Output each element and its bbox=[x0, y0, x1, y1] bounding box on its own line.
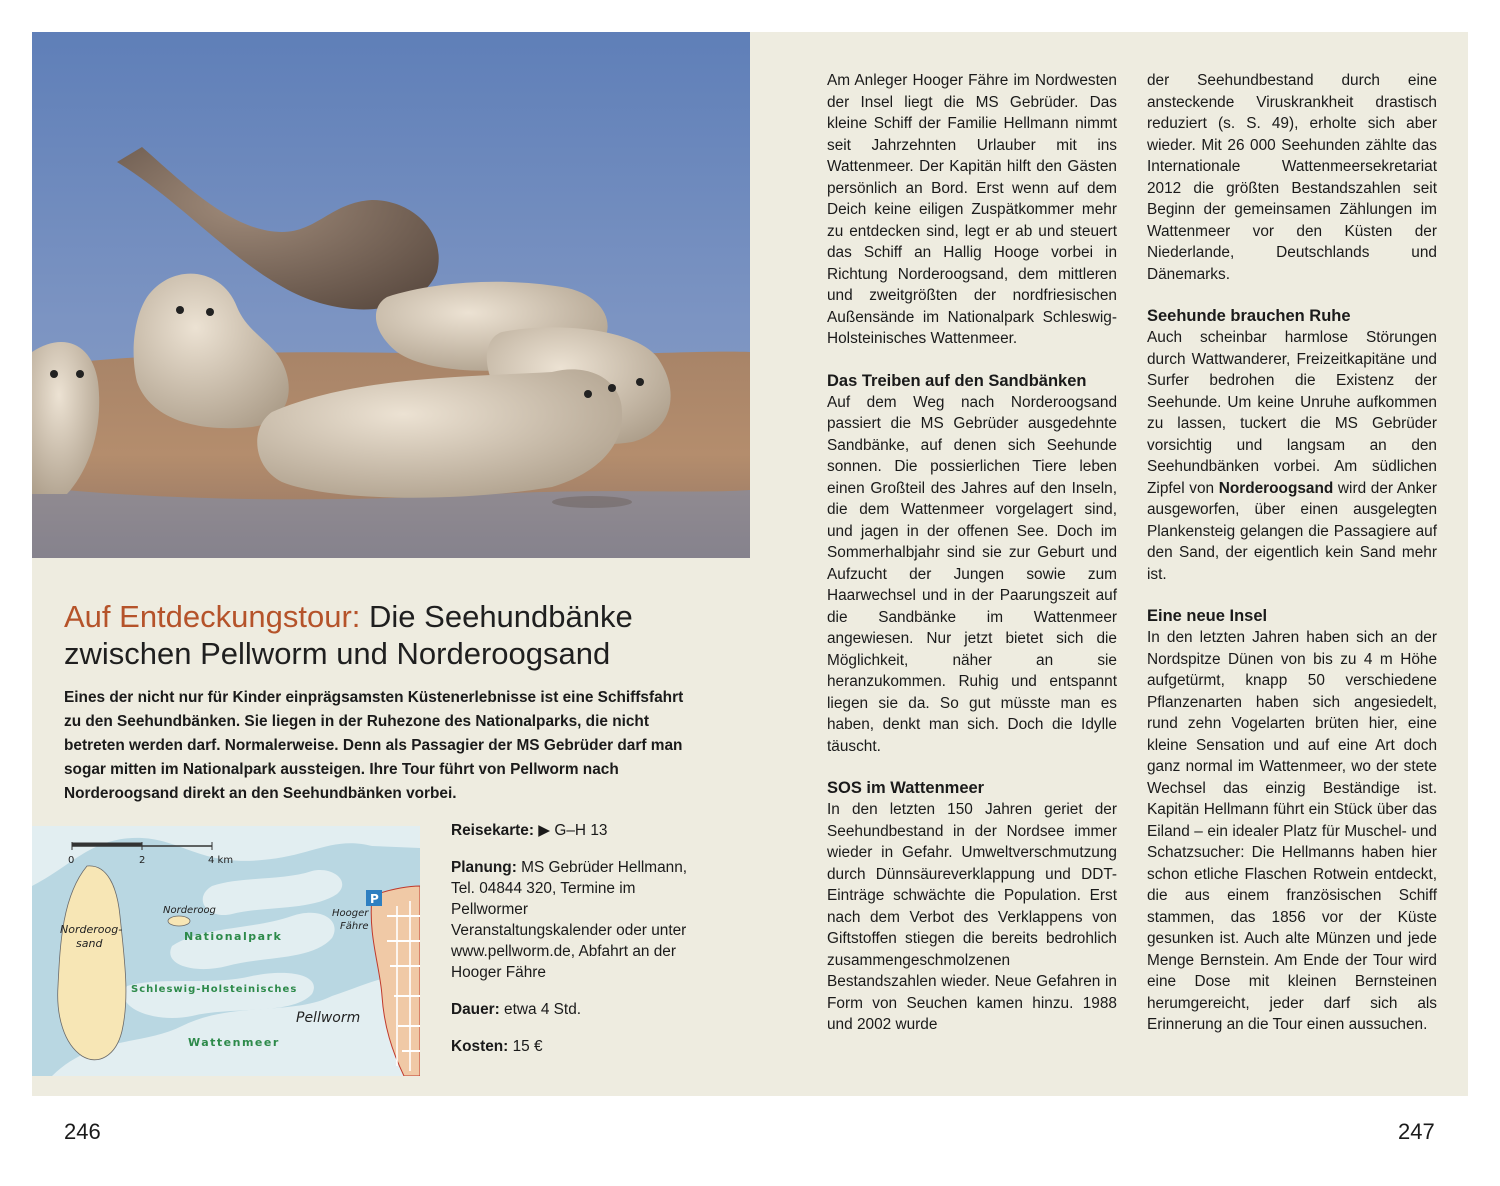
col1-paragraph-2: Auf dem Weg nach Norderoogsand passiert die MS Gebrüder ausgedehnte Sandbänke, auf denen sich Seehunde sonnen. Die possierlichen Tiere leben einen Großteil des Jahres auf den Inseln, die dem Wattenmeer vorgelagert sind, und jagen in der offenen See. Doch im Sommerhalbjahr sind sie zur Geburt und Aufzucht der Jungen sowie zum Haarwechsel und in der Paarungszeit auf die Sandbänke im Wattenmeer angewiesen. Nur jetzt bietet sich die Möglichkeit, näher an sie heranzukommen. Ruhig und entspannt liegen sie da. So gut müsste man es haben, denkt man sich. Doch die Idylle täuscht. bbox=[827, 393, 1117, 755]
intro-paragraph: Eines der nicht nur für Kinder einprägsamsten Küstenerlebnisse ist eine Schiffsfahrt zu den Seehundbänken. Sie liegen in der Ruhezone des Nationalparks, die nicht betreten werden darf. Normalerweise. Denn als Passagier der MS Gebrüder darf man sogar mitten im Nationalpark aussteigen. Ihre Tour führt von Pellworm nach Norderoogsand direkt an den Seehundbänken vorbei. bbox=[64, 689, 684, 802]
seal-photo bbox=[32, 32, 750, 558]
info-reisekarte-label: Reisekarte: bbox=[451, 822, 534, 839]
article-headline bbox=[64, 598, 724, 672]
col2-paragraph-1: der Seehundbestand durch eine ansteckende Viruskrankheit drastisch reduziert (s. S. 49), erholte sich aber wieder. Mit 26 000 Seehunden zählte das Internationale Wattenmeersekretariat 2012 die größten Bestandszahlen seit Beginn der gemeinsamen Zählungen im Wattenmeer vor den Küsten der Niederlande, Deutschlands und Dänemarks. bbox=[1147, 72, 1437, 283]
map-label-nationalpark: Nationalpark bbox=[184, 930, 283, 943]
col2-bold-norderoogsand: Norderoogsand bbox=[1218, 479, 1334, 497]
scale-tick-0: 0 bbox=[68, 855, 75, 866]
scale-tick-2: 2 bbox=[139, 855, 146, 866]
map-label-hooger-1: Hooger bbox=[332, 908, 369, 919]
info-planung-value: MS Gebrüder Hellmann, Tel. 04844 320, Termine im Pellwormer Veranstaltungskalender oder unter www.pellworm.de, Abfahrt an der Hooger Fähre bbox=[451, 859, 688, 981]
map-label-norderoogsand-2: sand bbox=[76, 937, 103, 950]
map-label-wattenmeer: Wattenmeer bbox=[188, 1036, 280, 1049]
headline-line1: Die Seehundbänke bbox=[360, 599, 633, 634]
map-label-hooger-2: Fähre bbox=[340, 921, 369, 932]
info-planung-label: Planung: bbox=[451, 859, 517, 876]
info-dauer-label: Dauer: bbox=[451, 1001, 500, 1018]
text-column-1 bbox=[827, 70, 1117, 1036]
col2-paragraph-2 bbox=[1147, 327, 1437, 585]
map-label-pellworm: Pellworm bbox=[296, 1010, 361, 1026]
col2-paragraph-2c: wird der Anker ausgeworfen, über einen ausgelegten Plankensteig gelangen die Passagiere auf den Sand, der eigentlich kein Sand mehr ist. bbox=[1147, 479, 1437, 583]
info-dauer-value: etwa 4 Std. bbox=[504, 1001, 582, 1018]
col1-heading-sandbaenke: Das Treiben auf den Sandbänken bbox=[827, 371, 1087, 390]
info-dauer bbox=[451, 999, 691, 1020]
col2-paragraph-2a: Auch scheinbar harmlose Störungen durch Wattwanderer, Freizeitkapitäne und Surfer bedrohen die Existenz der Seehunde. Um keine Unruhe aufkommen zu lassen, tuckert die MS Gebrüder vorsichtig und langsam an den Seehundbänken vorbei. Am südlichen Zipfel von bbox=[1147, 329, 1437, 497]
headline-kicker: Auf Entdeckungstour: bbox=[64, 599, 361, 634]
info-kosten-value: 15 € bbox=[512, 1038, 543, 1055]
info-reisekarte bbox=[451, 820, 691, 841]
location-map bbox=[32, 826, 420, 1076]
page-number-right: 247 bbox=[1398, 1119, 1435, 1144]
map-label-norderoogsand-1: Norderoog- bbox=[60, 923, 123, 936]
text-column-2 bbox=[1147, 70, 1437, 1036]
col2-heading-insel: Eine neue Insel bbox=[1147, 607, 1268, 625]
trip-info bbox=[451, 820, 691, 1073]
page-number-left: 246 bbox=[64, 1119, 101, 1144]
info-planung bbox=[451, 857, 691, 983]
headline-line2: zwischen Pellworm und Norderoogsand bbox=[64, 636, 611, 671]
scale-tick-4km: 4 km bbox=[208, 855, 234, 866]
info-kosten-label: Kosten: bbox=[451, 1038, 509, 1055]
col2-paragraph-3: In den letzten Jahren haben sich an der Nordspitze Dünen von bis zu 4 m Höhe aufgetürmt, knapp 50 verschiedene Pflanzenarten haben sich angesiedelt, rund zehn Vogelarten brüten hier, eine kleine Sensation und auf eine Art doch ganz normal im Wattenmeer, wo der stete Wechsel das einzig Beständige ist. Kapitän Hellmann führt ein Stück über das Eiland – ein idealer Platz für Muschel- und Schatzsucher: Die Hellmanns haben hier schon etliche Flaschen Rotwein entdeckt, die aus einem französischen Schiff stammen, das 1856 vor der Küste gesunken ist. Auch alte Münzen und jede Menge Bernstein. Am Ende der Tour wird eine Dose mit kleinen Bernsteinen herumgereicht, jeder darf sich als Erinnerung an die Tour einen aussuchen. bbox=[1147, 629, 1437, 1033]
map-label-norderoog: Norderoog bbox=[163, 905, 216, 916]
info-reisekarte-value: ▶ G–H 13 bbox=[538, 822, 608, 839]
col1-paragraph-1: Am Anleger Hooger Fähre im Nordwesten der Insel liegt die MS Gebrüder. Das kleine Schiff der Familie Hellmann nimmt seit Jahrzehnten Urlauber mit ins Wattenmeer. Der Kapitän hilft den Gästen persönlich an Bord. Erst wenn auf dem Deich keine eiligen Zuspätkommer mehr zu entdecken sind, legt er ab und steuert das Schiff an Hallig Hooge vorbei in Richtung Norderoogsand, dem mittleren und zweitgrößten der nordfriesischen Außensände im Nationalpark Schleswig-Holsteinisches Wattenmeer. bbox=[827, 72, 1117, 347]
col2-heading-ruhe: Seehunde brauchen Ruhe bbox=[1147, 307, 1351, 325]
parking-icon-label: P bbox=[370, 892, 379, 906]
col1-heading-sos: SOS im Wattenmeer bbox=[827, 779, 985, 797]
map-label-schleswig: Schleswig-Holsteinisches bbox=[131, 984, 298, 995]
info-kosten bbox=[451, 1036, 691, 1057]
col1-paragraph-3: In den letzten 150 Jahren geriet der Seehundbestand in der Nordsee immer wieder in Gefahr. Umweltverschmutzung durch Dünnsäureverklappung und DDT-Einträge schwächte die Population. Erst nach dem Verbot des Verklappens von Giftstoffen stiegen die bereits bedrohlich zusammengeschmolzenen Bestandszahlen wieder. Neue Gefahren in Form von Seuchen kamen hinzu. 1988 und 2002 wurde bbox=[827, 801, 1117, 1033]
